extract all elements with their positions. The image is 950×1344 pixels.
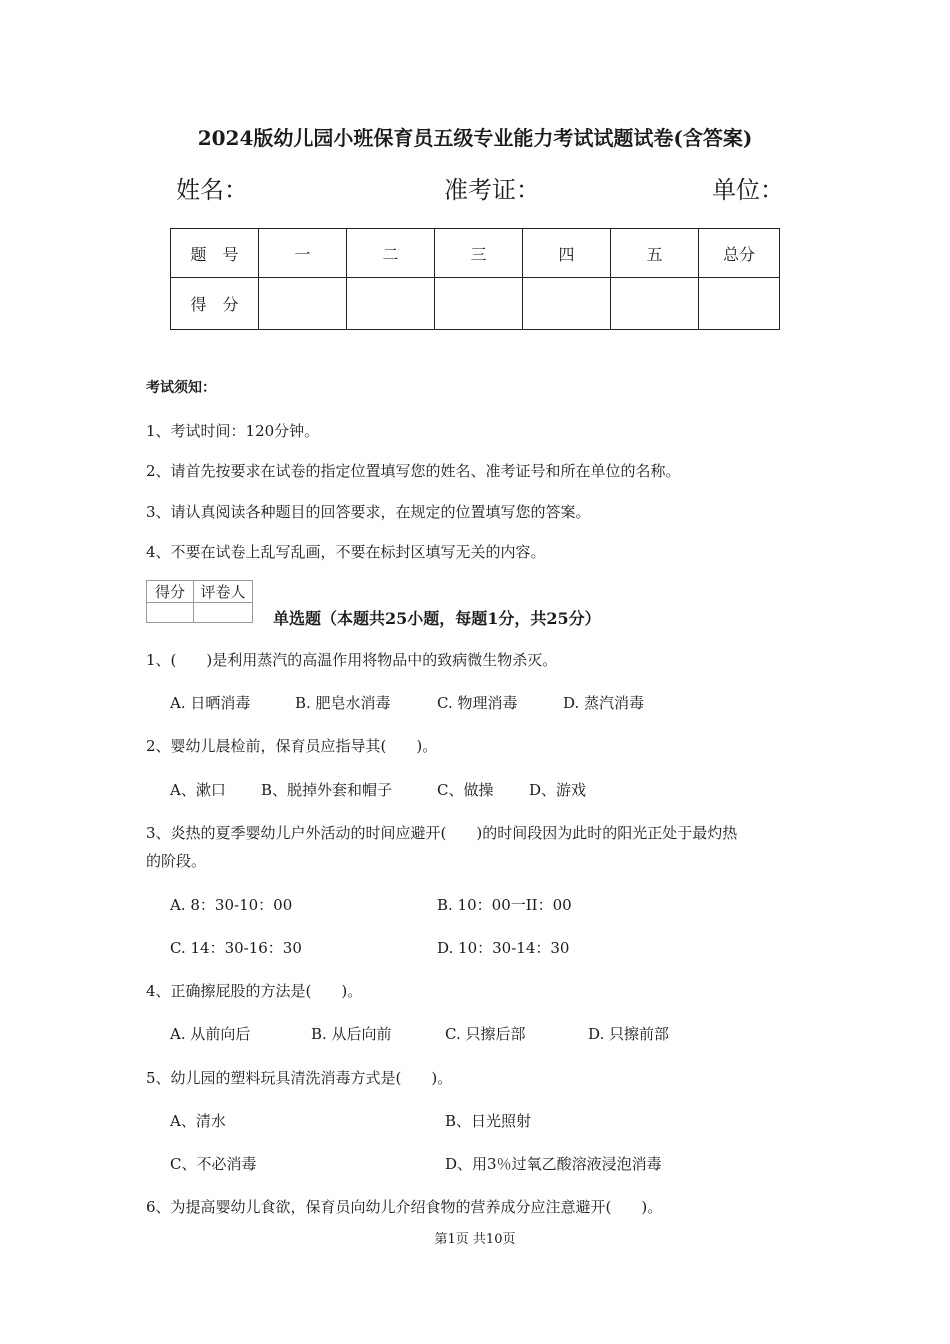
score-table-col-1: 一 — [259, 229, 347, 278]
grader-score-label: 得分 — [147, 581, 194, 603]
question-1-option-a[interactable]: A. 日晒消毒 — [170, 694, 251, 712]
question-3-option-b[interactable]: B. 10：00一II：00 — [437, 896, 572, 914]
grader-box — [146, 580, 253, 623]
question-3-option-d[interactable]: D. 10：30-14：30 — [437, 939, 570, 957]
score-table-score-row — [171, 278, 780, 330]
question-4-option-c[interactable]: C. 只擦后部 — [445, 1025, 526, 1043]
exam-id-field-label: 准考证： — [444, 176, 540, 204]
score-cell-4[interactable] — [523, 278, 611, 330]
question-1-option-b[interactable]: B. 肥皂水消毒 — [295, 694, 391, 712]
question-3-stem-continued: 的阶段。 — [146, 852, 207, 870]
question-1-option-c[interactable]: C. 物理消毒 — [437, 694, 518, 712]
question-2-option-c[interactable]: C、做操 — [437, 781, 494, 799]
question-5-option-c[interactable]: C、不必消毒 — [170, 1155, 257, 1173]
score-cell-5[interactable] — [611, 278, 699, 330]
page-footer: 第1页 共10页 — [434, 1232, 516, 1247]
score-cell-total[interactable] — [699, 278, 780, 330]
question-3-stem: 3、炎热的夏季婴幼儿户外活动的时间应避开( )的时间段因为此时的阳光正处于最灼热 — [146, 824, 738, 842]
score-table-header-label: 题 号 — [171, 229, 259, 278]
question-2-option-d[interactable]: D、游戏 — [529, 781, 587, 799]
score-cell-1[interactable] — [259, 278, 347, 330]
question-3-option-a[interactable]: A. 8：30-10：00 — [170, 896, 293, 914]
grader-reviewer-label: 评卷人 — [194, 581, 253, 603]
notice-item-4: 4、不要在试卷上乱写乱画，不要在标封区填写无关的内容。 — [146, 543, 546, 561]
question-5-option-a[interactable]: A、清水 — [170, 1112, 226, 1130]
question-4-option-d[interactable]: D. 只擦前部 — [588, 1025, 670, 1043]
section-title: 单选题（本题共25小题，每题1分，共25分） — [273, 609, 601, 628]
question-1-option-d[interactable]: D. 蒸汽消毒 — [563, 694, 645, 712]
question-4-stem: 4、正确擦屁股的方法是( )。 — [146, 982, 363, 1000]
notice-heading: 考试须知： — [146, 380, 216, 396]
question-3-option-c[interactable]: C. 14：30-16：30 — [170, 939, 302, 957]
question-5-option-b[interactable]: B、日光照射 — [445, 1112, 532, 1130]
question-5-stem: 5、幼儿园的塑料玩具清洗消毒方式是( )。 — [146, 1069, 453, 1087]
grader-score-cell[interactable] — [147, 603, 194, 623]
score-table — [170, 228, 780, 330]
score-table-col-total: 总分 — [699, 229, 780, 278]
question-1-stem: 1、( )是利用蒸汽的高温作用将物品中的致病微生物杀灭。 — [146, 651, 558, 669]
score-cell-3[interactable] — [435, 278, 523, 330]
exam-title: 2024版幼儿园小班保育员五级专业能力考试试题试卷(含答案) — [197, 126, 753, 150]
question-2-option-a[interactable]: A、漱口 — [170, 781, 226, 799]
question-5-option-d[interactable]: D、用3％过氧乙酸溶液浸泡消毒 — [445, 1155, 662, 1173]
score-table-col-5: 五 — [611, 229, 699, 278]
score-table-col-4: 四 — [523, 229, 611, 278]
notice-item-2: 2、请首先按要求在试卷的指定位置填写您的姓名、准考证号和所在单位的名称。 — [146, 462, 681, 480]
question-4-option-b[interactable]: B. 从后向前 — [311, 1025, 392, 1043]
grader-reviewer-cell[interactable] — [194, 603, 253, 623]
notice-item-3: 3、请认真阅读各种题目的回答要求，在规定的位置填写您的答案。 — [146, 503, 591, 521]
name-field-label: 姓名： — [176, 176, 248, 204]
score-table-col-2: 二 — [347, 229, 435, 278]
score-table-header-row — [171, 229, 780, 278]
question-6-stem: 6、为提高婴幼儿食欲，保育员向幼儿介绍食物的营养成分应注意避开( )。 — [146, 1198, 663, 1216]
notice-item-1: 1、考试时间：120分钟。 — [146, 422, 320, 440]
unit-field-label: 单位： — [712, 176, 784, 204]
score-table-col-3: 三 — [435, 229, 523, 278]
question-2-stem: 2、婴幼儿晨检前，保育员应指导其( )。 — [146, 737, 438, 755]
question-2-option-b[interactable]: B、脱掉外套和帽子 — [261, 781, 393, 799]
score-table-score-label: 得 分 — [171, 278, 259, 330]
score-cell-2[interactable] — [347, 278, 435, 330]
question-4-option-a[interactable]: A. 从前向后 — [170, 1025, 251, 1043]
